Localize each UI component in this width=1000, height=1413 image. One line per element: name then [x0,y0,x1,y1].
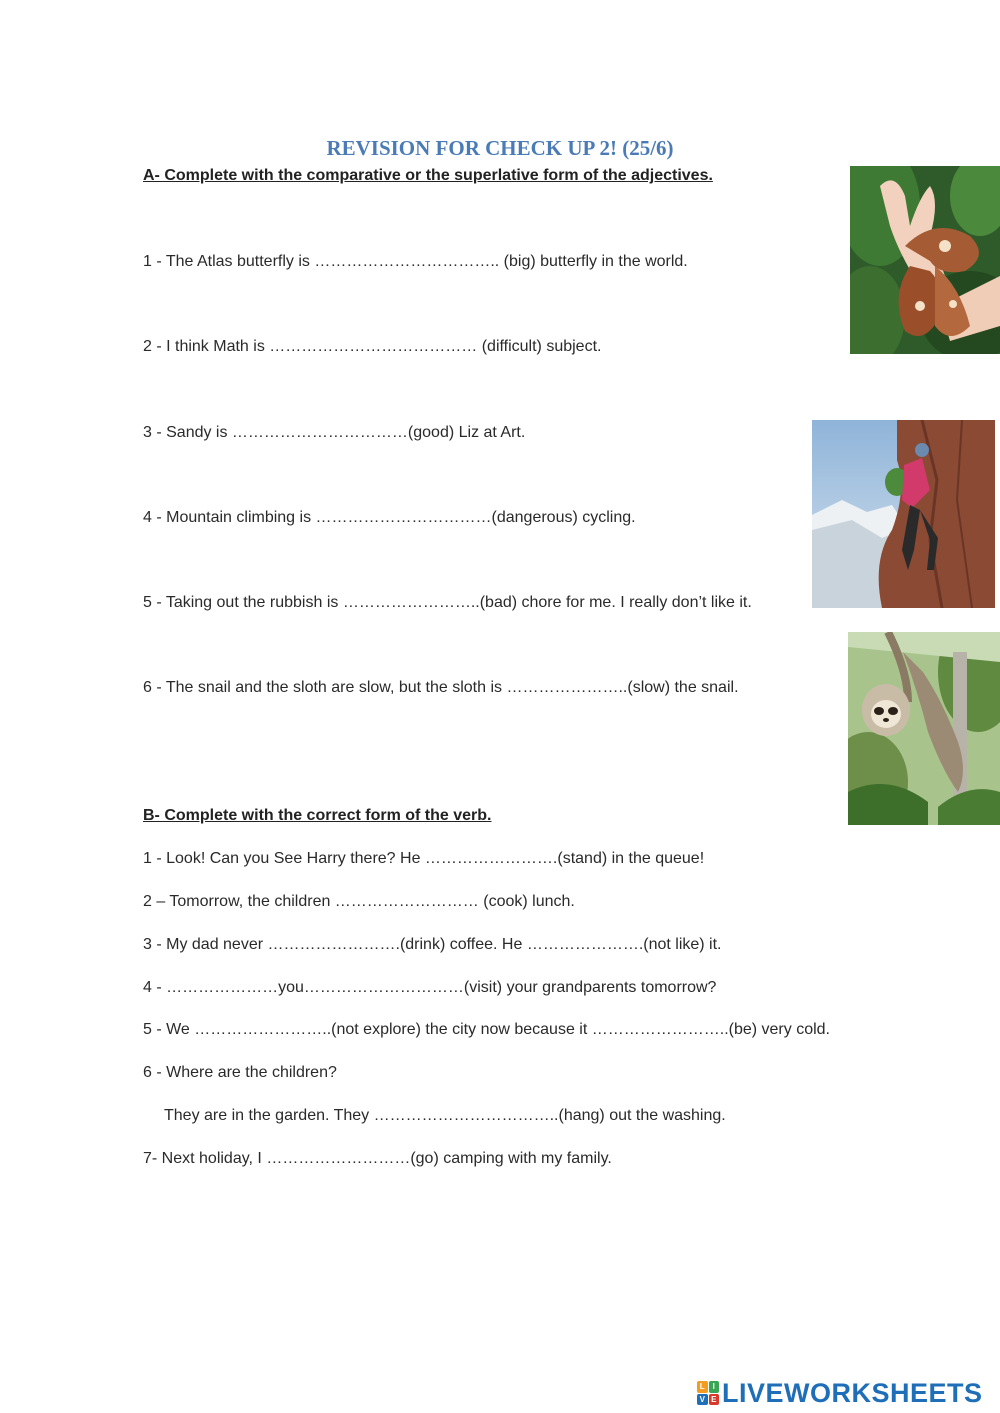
logo-badge-icon: L I V E [697,1381,719,1405]
exercise-a-2: 2 - I think Math is ………………………………… (difficult) subject. [143,338,602,355]
exercise-a-1: 1 - The Atlas butterfly is …………………………….. (big) butterfly in the world. [143,253,688,270]
exercise-b-5: 5 - We ……………………..(not explore) the city now because it ……………………..(be) very cold. [143,1021,830,1038]
logo-text: LIVEWORKSHEETS [722,1377,983,1408]
exercise-a-6: 6 - The snail and the sloth are slow, but the sloth is …………………..(slow) the snail. [143,679,739,696]
section-a-heading: A- Complete with the comparative or the superlative form of the adjectives. [143,167,713,184]
exercise-a-5: 5 - Taking out the rubbish is ……………………..(bad) chore for me. I really don’t like it. [143,594,752,611]
exercise-b-4: 4 - …………………you…………………………(visit) your grandparents tomorrow? [143,979,717,996]
climber-photo [812,420,995,608]
exercise-b-2: 2 – Tomorrow, the children ……………………… (cook) lunch. [143,893,575,910]
exercise-b-7: 7- Next holiday, I ………………………(go) camping with my family. [143,1150,612,1167]
liveworksheets-logo [697,1378,983,1408]
butterfly-photo [850,166,1000,354]
exercise-b-6-answer: They are in the garden. They ……………………………..(hang) out the washing. [164,1107,726,1124]
exercise-a-3: 3 - Sandy is ……………………………(good) Liz at Art. [143,424,526,441]
exercise-b-3: 3 - My dad never …………………….(drink) coffee. He ………………….(not like) it. [143,936,722,953]
sloth-photo [848,632,1000,825]
exercise-b-1: 1 - Look! Can you See Harry there? He …………………….(stand) in the queue! [143,850,705,867]
exercise-a-4: 4 - Mountain climbing is ……………………………(dangerous) cycling. [143,509,636,526]
exercise-b-6: 6 - Where are the children? [143,1064,337,1081]
page-title: REVISION FOR CHECK UP 2! (25/6) [326,136,674,160]
section-b-heading: B- Complete with the correct form of the verb. [143,807,492,824]
